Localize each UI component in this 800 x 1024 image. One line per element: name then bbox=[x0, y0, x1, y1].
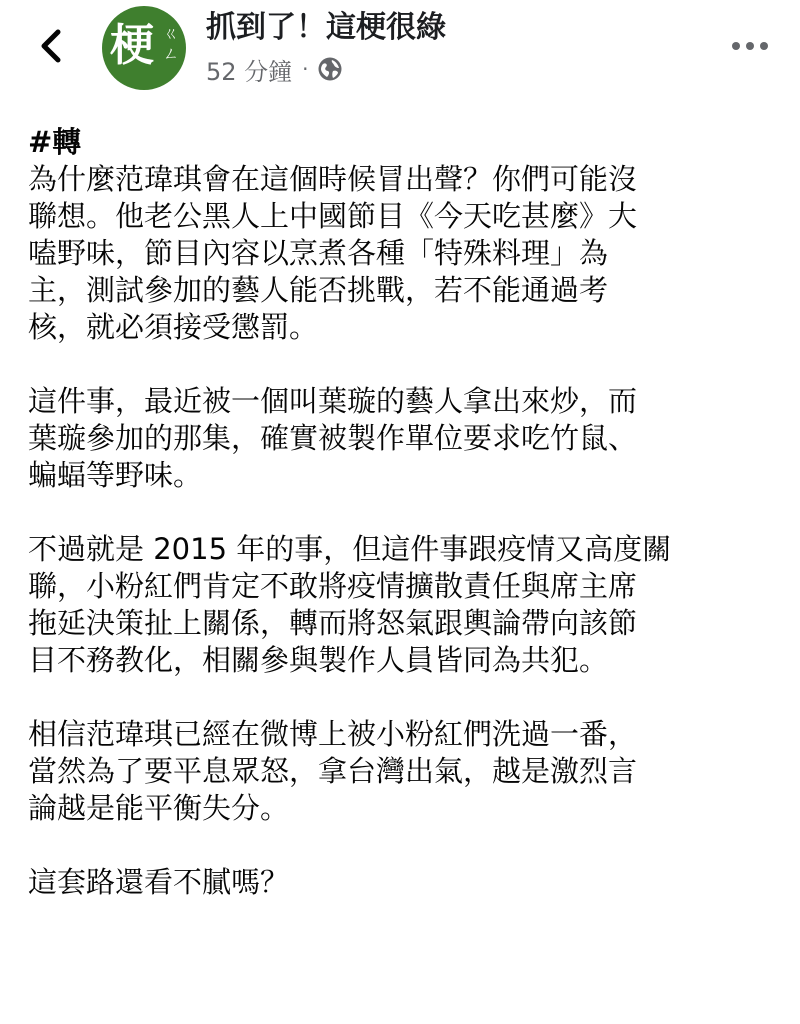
post-header bbox=[0, 0, 800, 100]
post-paragraph: 為什麼范瑋琪會在這個時候冒出聲？你們可能沒 聯想。他老公黑人上中國節目《今天吃甚麼》大 嗑野味，節目內容以烹煮各種「特殊料理」為 主，測試參加的藝人能否挑戰，若不能通過考 核，就必須接受懲罰。 bbox=[28, 162, 638, 344]
avatar[interactable] bbox=[102, 6, 186, 90]
more-options-button[interactable] bbox=[728, 32, 772, 60]
avatar-main-char: 梗 bbox=[110, 20, 154, 71]
globe-icon bbox=[317, 56, 343, 82]
page-name[interactable]: 抓到了！這梗很綠 bbox=[206, 10, 446, 45]
avatar-sub-chars: ㄍㄥ bbox=[162, 24, 179, 63]
post-paragraph: 相信范瑋琪已經在微博上被小粉紅們洗過一番， 當然為了要平息眾怒，拿台灣出氣，越是激烈言 論越是能平衡失分。 bbox=[28, 717, 638, 825]
post-paragraph: 這套路還看不膩嗎？ bbox=[28, 865, 290, 899]
post-meta bbox=[206, 52, 343, 86]
hashtag-link[interactable]: #轉 bbox=[28, 125, 82, 159]
post-paragraph: 不過就是 2015 年的事，但這件事跟疫情又高度關 聯，小粉紅們肯定不敢將疫情擴散責任與席主席 拖延決策扯上關係，轉而將怒氣跟輿論帶向該節 目不務教化，相關參與製作人員皆同為共犯。 bbox=[28, 532, 672, 677]
post-paragraph: 這件事，最近被一個叫葉璇的藝人拿出來炒，而 葉璇參加的那集，確實被製作單位要求吃竹鼠、 蝙蝠等野味。 bbox=[28, 384, 638, 492]
chevron-left-icon bbox=[28, 22, 76, 70]
post-body bbox=[28, 124, 778, 938]
meta-separator: · bbox=[302, 57, 309, 81]
post-time[interactable]: 52 分鐘 bbox=[206, 57, 293, 86]
back-button[interactable] bbox=[28, 22, 76, 70]
more-horizontal-icon bbox=[728, 32, 772, 60]
